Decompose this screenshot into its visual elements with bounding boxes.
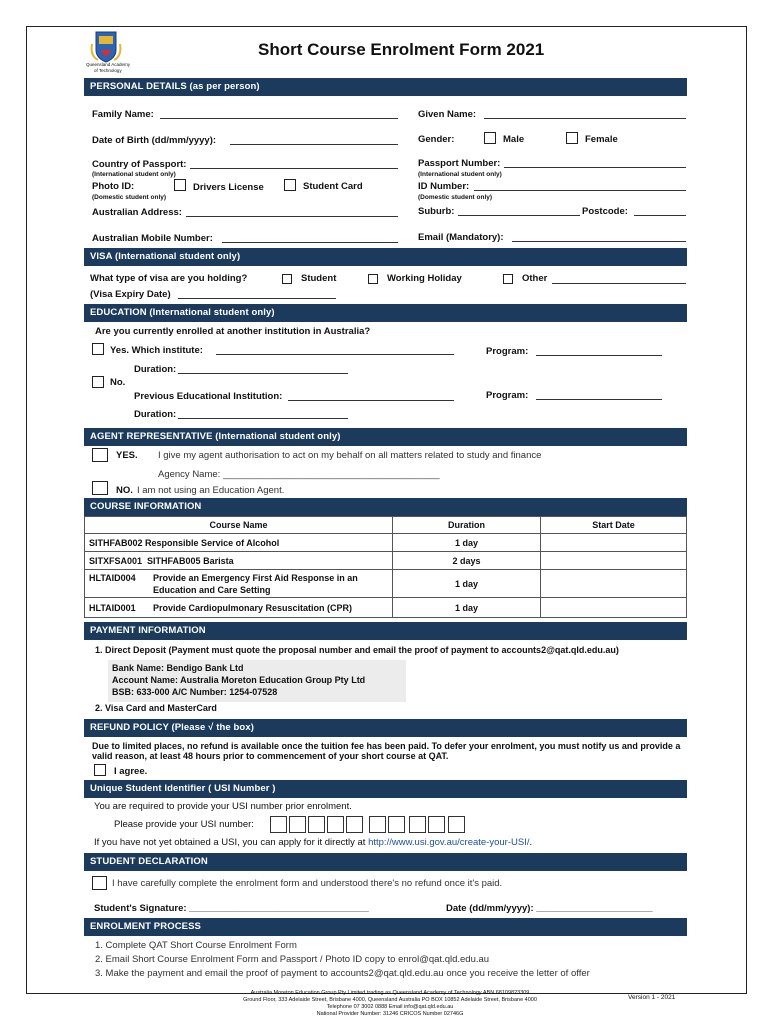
usi-apply-text [94,837,532,848]
signature-field[interactable]: Student's Signature: __________________________________ [94,903,369,914]
course-duration: 1 day [393,570,541,598]
agent-yes-checkbox[interactable] [92,448,108,462]
account-name: Account Name: Australia Moreton Education Group Pty Ltd [112,675,366,685]
passport-label: Passport Number: [418,158,501,169]
duration-header: Duration [393,517,541,534]
education-no-checkbox[interactable] [92,376,104,388]
start-date-cell[interactable] [541,534,687,552]
given-name-field[interactable] [484,118,686,119]
agency-name-label[interactable]: Agency Name: _________________________________________ [158,469,440,480]
refund-agree-checkbox[interactable] [94,764,106,776]
course-name: Responsible Service of Alcohol [145,537,280,548]
section-visa: VISA (International student only) [84,248,687,266]
usi-prompt: Please provide your USI number: [114,819,254,830]
section-personal-details: PERSONAL DETAILS (as per person) [84,78,687,96]
education-question: Are you currently enrolled at another institution in Australia? [95,326,371,337]
table-row [85,570,687,598]
suburb-label: Suburb: [418,206,455,217]
program1-field[interactable] [536,355,662,356]
duration1-field[interactable] [178,373,348,374]
declaration-checkbox[interactable] [92,876,107,890]
duration2-field[interactable] [178,418,348,419]
email-field[interactable] [512,241,686,242]
bank-details-box [108,660,406,702]
institute-field[interactable] [216,354,454,355]
postcode-field[interactable] [634,215,686,216]
course-name: Provide Cardiopulmonary Resuscitation (CPR) [153,602,353,613]
dob-label: Date of Birth (dd/mm/yyyy): [92,135,217,146]
start-date-header: Start Date [541,517,687,534]
declaration-date-field[interactable]: Date (dd/mm/yyyy): ______________________ [446,903,653,914]
female-checkbox[interactable] [566,132,578,144]
footer-line: National Provider Number: 31246 CRICOS Number 02746G [316,1011,464,1017]
section-payment: PAYMENT INFORMATION [84,622,687,640]
usi-digit-box[interactable] [428,816,445,833]
student-card-checkbox[interactable] [284,179,296,191]
visa-other-field[interactable] [552,283,686,284]
agent-no-checkbox[interactable] [92,481,108,495]
id-number-field[interactable] [474,190,686,191]
photo-id-label: Photo ID: [92,181,135,192]
visa-expiry-label: (Visa Expiry Date) [90,289,171,300]
family-name-label: Family Name: [92,109,154,120]
payment-card: 2. Visa Card and MasterCard [95,703,217,713]
education-yes-label: Yes. Which institute: [110,345,203,356]
education-no-label: No. [110,377,126,388]
course-code: HLTAID004 [89,572,136,583]
country-field[interactable] [190,168,398,169]
passport-field[interactable] [504,167,686,168]
usi-digit-box[interactable] [289,816,306,833]
id-note: (Domestic student only) [418,194,493,201]
declaration-text: I have carefully complete the enrolment form and understood there's no refund once it's paid. [112,878,503,889]
usi-digit-box[interactable] [388,816,405,833]
course-table [84,516,687,618]
dob-field[interactable] [230,144,398,145]
male-checkbox[interactable] [484,132,496,144]
start-date-cell[interactable] [541,598,687,618]
section-usi: Unique Student Identifier ( USI Number ) [84,780,687,798]
refund-agree-label: I agree. [114,766,148,777]
female-label: Female [585,134,618,145]
footer [180,990,600,1018]
course-code: SITHFAB002 [89,537,143,548]
logo-text: Queensland Academy [86,62,131,67]
photo-note: (Domestic student only) [92,194,167,201]
program2-field[interactable] [536,399,662,400]
version-label: Version 1 - 2021 [628,994,676,1001]
visa-other-label: Other [522,273,548,284]
section-education: EDUCATION (International student only) [84,304,687,322]
section-declaration: STUDENT DECLARATION [84,853,687,871]
visa-student-label: Student [301,273,337,284]
usi-apply-suffix: . [529,837,533,848]
visa-working-holiday-checkbox[interactable] [368,274,378,284]
suburb-field[interactable] [458,215,580,216]
course-name-header: Course Name [85,517,393,534]
address-label: Australian Address: [92,207,182,218]
visa-expiry-field[interactable] [178,298,336,299]
program1-label: Program: [486,346,529,357]
visa-question: What type of visa are you holding? [90,273,248,284]
country-note: (International student only) [92,171,176,178]
section-course: COURSE INFORMATION [84,498,687,516]
usi-digit-box[interactable] [409,816,426,833]
gender-label: Gender: [418,134,455,145]
process-step-3: 3. Make the payment and email the proof of payment to accounts2@qat.qld.edu.au once you receive the letter of offer [95,968,590,979]
start-date-cell[interactable] [541,570,687,598]
bank-name: Bank Name: Bendigo Bank Ltd [112,663,244,673]
usi-digit-box[interactable] [327,816,344,833]
id-number-label: ID Number: [418,181,470,192]
footer-line: Ground Floor, 333 Adelaide Street, Brisbane 4000, Queensland Australia PO BOX 10852 Adelaide Street, Brisbane 4000 [243,997,537,1003]
student-card-label: Student Card [303,181,363,192]
process-step-1: 1. Complete QAT Short Course Enrolment Form [95,940,297,951]
usi-digit-box[interactable] [369,816,386,833]
duration2-label: Duration: [134,409,177,420]
agent-no-text: I am not using an Education Agent. [137,485,285,496]
mobile-label: Australian Mobile Number: [92,233,213,244]
logo-text: of Technology [94,68,122,73]
table-row [85,598,687,618]
usi-digit-box[interactable] [308,816,325,833]
male-label: Male [503,134,525,145]
usi-digit-box[interactable] [346,816,363,833]
usi-apply-prefix: If you have not yet obtained a USI, you can apply for it directly at [94,837,369,848]
email-label: Email (Mandatory): [418,232,504,243]
start-date-cell[interactable] [541,552,687,570]
usi-digit-box[interactable] [448,816,465,833]
mobile-field[interactable] [222,242,398,243]
course-code: HLTAID001 [89,602,136,613]
agent-no-label: NO. [116,485,133,496]
process-step-2: 2. Email Short Course Enrolment Form and Passport / Photo ID copy to enrol@qat.qld.edu.au [95,954,490,965]
payment-direct-deposit: 1. Direct Deposit (Payment must quote the proposal number and email the proof of payment to accounts2@qat.qld.edu.au) [95,645,619,655]
previous-institution-field[interactable] [288,400,454,401]
country-label: Country of Passport: [92,159,187,170]
refund-policy-text: Due to limited places, no refund is available once the tuition fee has been paid. To defer your enrolment, you must notify us and provide a valid reason, at least 48 hours prior to commencement of your short course at QAT. [92,741,681,761]
visa-student-checkbox[interactable] [282,274,292,284]
program2-label: Program: [486,390,529,401]
form-title: Short Course Enrolment Form 2021 [258,40,545,59]
section-agent: AGENT REPRESENTATIVE (International student only) [84,428,687,446]
drivers-license-label: Drivers License [193,182,264,193]
footer-line: Australia Moreton Education Group Pty Limited trading as Queensland Academy of Technology ABN 68109823309 [250,990,530,996]
usi-link[interactable]: http://www.usi.gov.au/create-your-USI/ [368,837,530,848]
usi-requirement-text: You are required to provide your USI number prior enrolment. [94,801,352,812]
section-refund: REFUND POLICY (Please √ the box) [84,719,687,737]
postcode-label: Postcode: [582,206,628,217]
course-name: Provide an Emergency First Aid Response in an Education and Care Setting [153,572,358,595]
section-process: ENROLMENT PROCESS [84,918,687,936]
bsb-account-number: BSB: 633-000 A/C Number: 1254-07528 [112,687,278,697]
course-name: SITHFAB005 Barista [147,555,234,566]
course-duration: 2 days [393,552,541,570]
usi-digit-box[interactable] [270,816,287,833]
table-row [85,552,687,570]
visa-other-checkbox[interactable] [503,274,513,284]
table-row [85,534,687,552]
course-duration: 1 day [393,534,541,552]
previous-institution-label: Previous Educational Institution: [134,391,283,402]
education-yes-checkbox[interactable] [92,343,104,355]
course-duration: 1 day [393,598,541,618]
family-name-field[interactable] [160,118,398,119]
address-field[interactable] [186,216,398,217]
visa-working-holiday-label: Working Holiday [387,273,462,284]
duration1-label: Duration: [134,364,177,375]
given-name-label: Given Name: [418,109,477,120]
drivers-license-checkbox[interactable] [174,179,186,191]
agent-yes-text: I give my agent authorisation to act on my behalf on all matters related to study and finance [158,450,542,461]
footer-line: Telephone 07 3002 0888 Email info@qat.qld.edu.au [326,1004,454,1010]
course-code: SITXFSA001 [89,555,143,566]
passport-note: (International student only) [418,171,502,178]
agent-yes-label: YES. [116,450,138,461]
